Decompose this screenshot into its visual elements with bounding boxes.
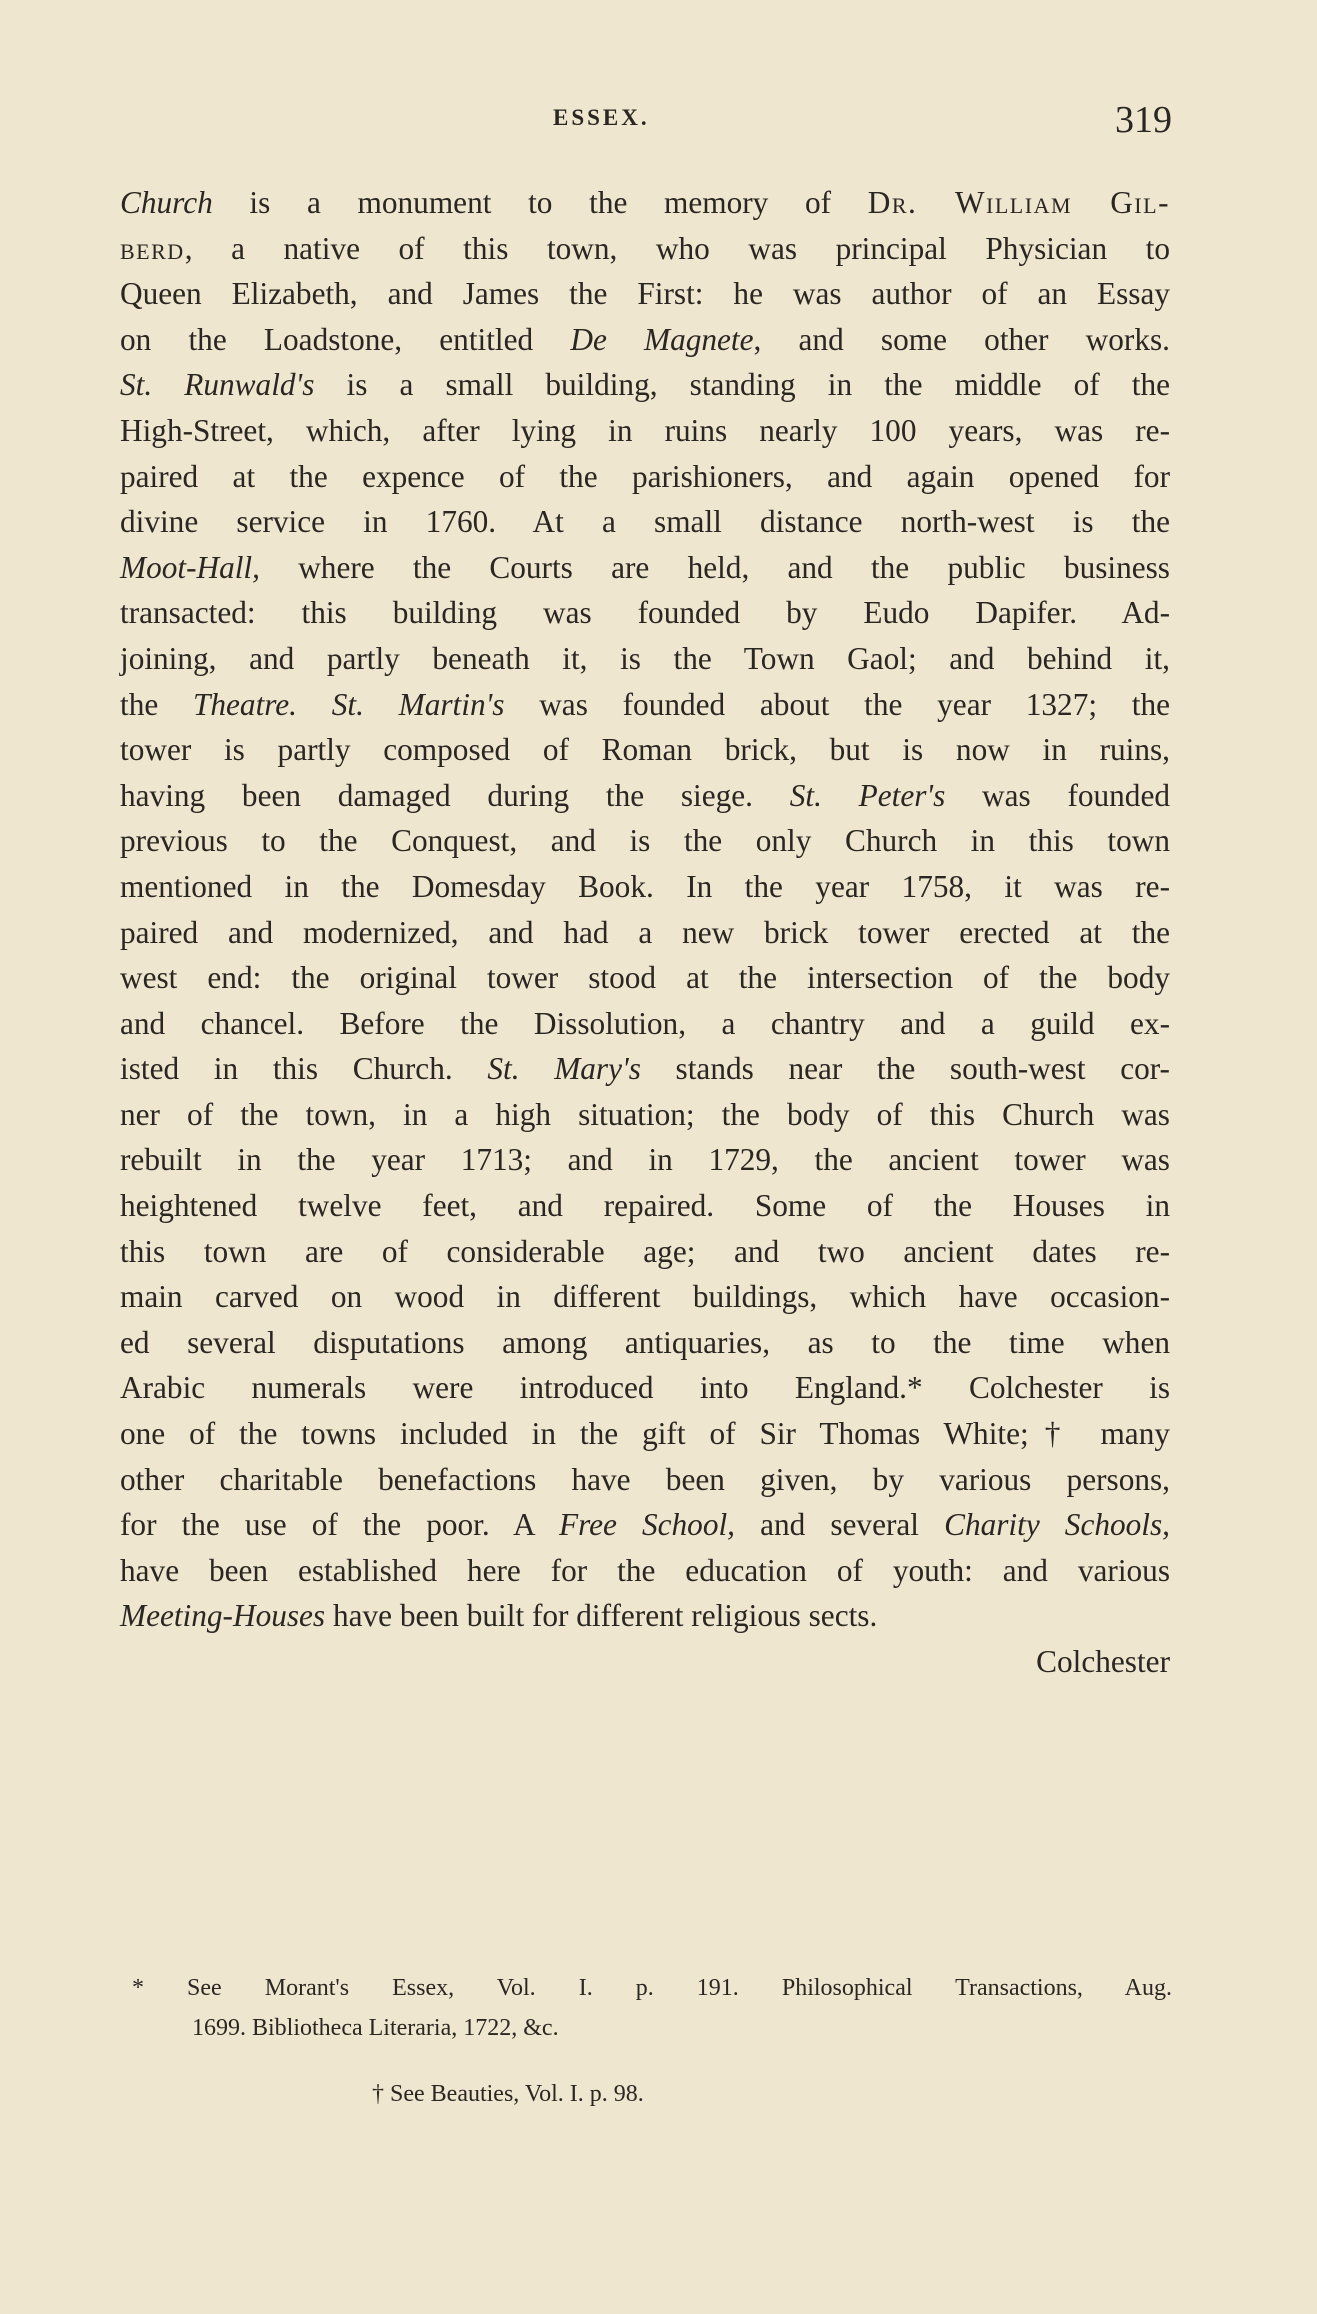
text-line-25 xyxy=(120,1274,1170,1320)
text-segment: divine service in 1760. At a small distance north-west is the xyxy=(120,504,1170,540)
text-segment: main carved on wood in different buildings, which have occasion- xyxy=(120,1279,1170,1315)
text-segment: previous to the Conquest, and is the only Church in this town xyxy=(120,823,1170,859)
text-line-30 xyxy=(120,1502,1170,1548)
italic-place: Moot-Hall, xyxy=(120,549,260,585)
italic-place: Meeting-Houses xyxy=(120,1598,326,1634)
text-segment: , and some other works. xyxy=(753,321,1170,357)
text-line-10 xyxy=(120,590,1170,636)
body-text xyxy=(120,180,1170,1685)
text-segment: on the Loadstone, entitled xyxy=(120,321,571,357)
running-head: ESSEX. xyxy=(553,105,650,130)
text-line-26 xyxy=(120,1320,1170,1366)
text-line-32 xyxy=(120,1593,1170,1639)
text-line-29 xyxy=(120,1457,1170,1503)
text-segment: , a native of this town, who was principal Physician to xyxy=(184,230,1170,266)
text-line-18 xyxy=(120,955,1170,1001)
text-line-28 xyxy=(120,1411,1170,1457)
text-segment: and chancel. Before the Dissolution, a chantry and a guild ex- xyxy=(120,1005,1170,1041)
italic-place: St. Runwald's xyxy=(120,367,315,403)
text-line-2 xyxy=(120,226,1170,272)
text-segment: ed several disputations among antiquaries, as to the time when xyxy=(120,1324,1170,1360)
text-segment: isted in this Church. xyxy=(120,1051,488,1087)
text-line-16 xyxy=(120,864,1170,910)
text-segment: mentioned in the Domesday Book. In the year 1758, it was re- xyxy=(120,868,1170,904)
page-number: 319 xyxy=(1115,99,1172,141)
text-segment: was founded xyxy=(945,777,1170,813)
text-segment: where the Courts are held, and the public business xyxy=(259,549,1170,585)
text-line-15 xyxy=(120,818,1170,864)
text-line-17 xyxy=(120,910,1170,956)
text-segment: have been established here for the education of youth: and various xyxy=(120,1552,1170,1588)
text-line-23 xyxy=(120,1183,1170,1229)
italic-place: Charity Schools, xyxy=(944,1507,1170,1543)
footnote-star-line-2: 1699. Bibliotheca Literaria, 1722, &c. xyxy=(192,2015,559,2041)
text-segment: this town are of considerable age; and two ancient dates re- xyxy=(120,1233,1170,1269)
text-segment: have been built for different religious sects. xyxy=(325,1598,878,1634)
text-line-4 xyxy=(120,317,1170,363)
italic-place: St. Mary's xyxy=(487,1051,641,1087)
text-segment: paired and modernized, and had a new brick tower erected at the xyxy=(120,914,1170,950)
text-segment: is a monument to the memory of xyxy=(212,185,868,220)
text-line-20 xyxy=(120,1046,1170,1092)
text-line-13 xyxy=(120,727,1170,773)
text-segment: other charitable benefactions have been given, by various persons, xyxy=(120,1461,1170,1497)
catchword: Colchester xyxy=(1036,1644,1170,1679)
italic-place: Theatre. St. Martin's xyxy=(192,686,505,722)
text-line-21 xyxy=(120,1092,1170,1138)
text-line-5 xyxy=(120,362,1170,408)
footnotes xyxy=(132,1968,1172,2114)
text-line-6 xyxy=(120,408,1170,454)
text-line-1 xyxy=(120,180,1170,226)
text-line-11 xyxy=(120,636,1170,682)
text-segment: paired at the expence of the parishioners, and again opened for xyxy=(120,458,1170,494)
text-line-9 xyxy=(120,545,1170,591)
text-segment: Queen Elizabeth, and James the First: he was author of an Essay xyxy=(120,276,1170,312)
text-segment: tower is partly composed of Roman brick, but is now in ruins, xyxy=(120,732,1170,768)
italic-place: St. Peter's xyxy=(789,777,946,813)
footnote-dagger: † See Beauties, Vol. I. p. 98. xyxy=(372,2081,644,2107)
text-segment: High-Street, which, after lying in ruins nearly 100 years, was re- xyxy=(120,412,1170,448)
small-caps-name: berd xyxy=(120,230,185,266)
text-line-8 xyxy=(120,499,1170,545)
text-segment: heightened twelve feet, and repaired. Some of the Houses in xyxy=(120,1188,1170,1224)
text-segment: having been damaged during the siege. xyxy=(120,777,790,813)
text-line-12 xyxy=(120,682,1170,728)
text-segment: and several xyxy=(735,1507,945,1543)
italic-title: De Magnete xyxy=(570,321,754,357)
text-line-19 xyxy=(120,1001,1170,1047)
text-line-22 xyxy=(120,1137,1170,1183)
text-line-14 xyxy=(120,773,1170,819)
text-segment: was founded about the year 1327; the xyxy=(504,686,1171,722)
text-line-7 xyxy=(120,454,1170,500)
text-line-31 xyxy=(120,1548,1170,1594)
footnote-star-line-1: * See Morant's Essex, Vol. I. p. 191. Philosophical Transactions, Aug. xyxy=(132,1975,1172,2001)
text-segment: one of the towns included in the gift of Sir Thomas White;† many xyxy=(120,1416,1170,1452)
text-segment: is a small building, standing in the middle of the xyxy=(314,367,1170,403)
text-line-3 xyxy=(120,271,1170,317)
text-segment: transacted: this building was founded by Eudo Dapifer. Ad- xyxy=(120,595,1170,631)
page-header xyxy=(0,99,1317,145)
italic-place: Free School, xyxy=(558,1507,735,1543)
small-caps-name: Dr. William Gil- xyxy=(867,185,1170,220)
text-segment: the xyxy=(120,686,193,722)
text-segment: joining, and partly beneath it, is the Town Gaol; and behind it, xyxy=(120,640,1170,676)
text-segment: west end: the original tower stood at the intersection of the body xyxy=(120,960,1170,996)
text-segment: Arabic numerals were introduced into England.* Colchester is xyxy=(120,1370,1170,1406)
italic-church: Church xyxy=(120,185,213,220)
text-segment: rebuilt in the year 1713; and in 1729, the ancient tower was xyxy=(120,1142,1170,1178)
text-segment: for the use of the poor. A xyxy=(120,1507,559,1543)
text-line-27 xyxy=(120,1365,1170,1411)
text-segment: stands near the south-west cor- xyxy=(640,1051,1170,1087)
text-line-24 xyxy=(120,1229,1170,1275)
text-segment: ner of the town, in a high situation; the body of this Church was xyxy=(120,1096,1170,1132)
